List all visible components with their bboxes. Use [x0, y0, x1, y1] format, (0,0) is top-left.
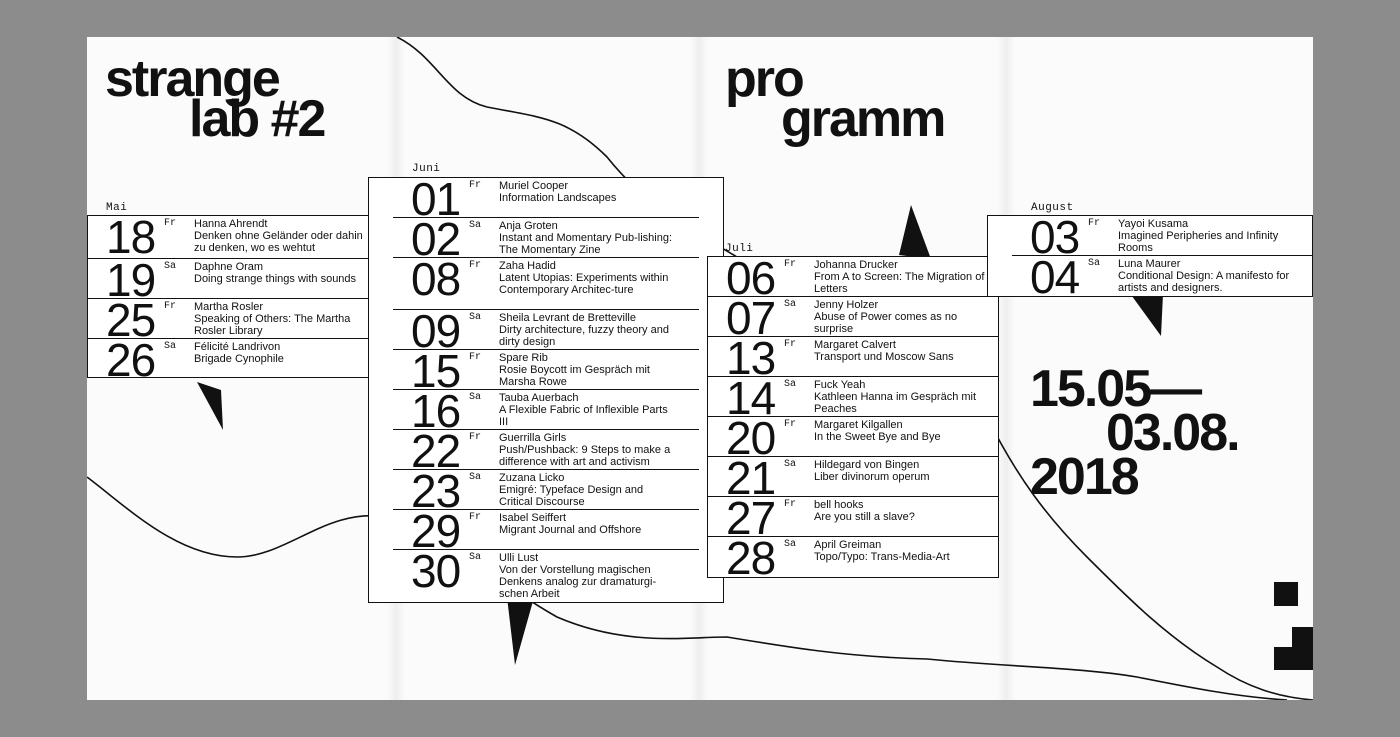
event-title: Emigré: Typeface Design and Critical Discourse — [499, 484, 644, 508]
event-day: 04 — [1030, 251, 1080, 303]
month-label-august: August — [1031, 202, 1074, 214]
schedule-box-juni — [368, 173, 724, 603]
event-name: Zuzana Licko — [499, 472, 565, 484]
month-label-juli: Juli — [725, 243, 754, 255]
event-weekday: Fr — [784, 259, 797, 270]
event-name: Daphne Oram — [194, 261, 264, 273]
event-weekday: Sa — [784, 539, 797, 550]
date-range — [1030, 360, 1239, 506]
event-weekday: Fr — [784, 419, 797, 430]
event-weekday: Sa — [784, 379, 797, 390]
event-title: Latent Utopias: Experiments within Contemporary Architec-ture — [499, 272, 669, 296]
event-title: Doing strange things with sounds — [194, 273, 357, 285]
date-range-line2: 03.08. — [1106, 404, 1239, 462]
corner-shape-cut — [1274, 627, 1292, 647]
event-weekday: Fr — [164, 218, 177, 229]
event-name: Margaret Calvert — [814, 339, 896, 351]
event-title: Abuse of Power comes as no surprise — [814, 311, 958, 335]
triangle-shape — [499, 597, 535, 667]
event-weekday: Fr — [469, 180, 482, 191]
event-weekday: Sa — [469, 552, 482, 563]
event-name: Luna Maurer — [1118, 258, 1181, 270]
square-shape — [1274, 582, 1298, 606]
month-label-mai: Mai — [106, 202, 128, 214]
event-name: Margaret Kilgallen — [814, 419, 903, 431]
heading-right-line1: pro — [725, 50, 803, 108]
event-day: 20 — [726, 412, 776, 464]
event-weekday: Sa — [469, 472, 482, 483]
event-title: Von der Vorstellung magischen Denkens analog zur dramaturgi-schen Arbeit — [499, 564, 657, 600]
event-row — [1012, 211, 1312, 263]
event-row — [88, 334, 388, 386]
event-weekday: Fr — [469, 352, 482, 363]
event-weekday: Sa — [1088, 258, 1101, 269]
event-name: Sheila Levrant de Bretteville — [499, 312, 636, 324]
event-title: Topo/Typo: Trans-Media-Art — [814, 551, 950, 563]
event-day: 06 — [726, 252, 776, 304]
event-row — [393, 505, 699, 557]
event-day: 29 — [411, 505, 461, 557]
event-name: Félicité Landrivon — [194, 341, 281, 353]
triangle-shape — [1129, 292, 1165, 338]
event-row — [88, 294, 388, 346]
event-day: 22 — [411, 425, 461, 477]
event-title: Instant and Momentary Pub-lishing: The Momentary Zine — [499, 232, 673, 256]
event-row — [708, 292, 998, 344]
event-row — [393, 213, 699, 265]
event-name: Martha Rosler — [194, 301, 264, 313]
event-row — [393, 545, 699, 602]
event-title: In the Sweet Bye and Bye — [814, 431, 941, 443]
event-row — [88, 211, 388, 263]
event-name: Tauba Auerbach — [499, 392, 579, 404]
event-row — [1012, 251, 1312, 303]
triangle-shape — [899, 205, 933, 261]
event-weekday: Fr — [784, 499, 797, 510]
date-range-line1: 15.05— — [1030, 360, 1201, 418]
event-weekday: Sa — [784, 299, 797, 310]
event-name: Hanna Ahrendt — [194, 218, 268, 230]
event-weekday: Sa — [469, 312, 482, 323]
event-title: Rosie Boycott im Gespräch mit Marsha Rowe — [499, 364, 650, 388]
event-day: 28 — [726, 532, 776, 584]
event-name: Guerrilla Girls — [499, 432, 567, 444]
event-row — [708, 532, 998, 584]
event-day: 09 — [411, 305, 461, 357]
triangle-shape — [197, 382, 227, 432]
event-title: Migrant Journal and Offshore — [499, 524, 642, 536]
event-weekday: Fr — [784, 339, 797, 350]
event-title: Kathleen Hanna im Gespräch mit Peaches — [814, 391, 977, 415]
event-row — [708, 332, 998, 384]
event-name: Fuck Yeah — [814, 379, 866, 391]
event-row — [708, 372, 998, 424]
event-title: Dirty architecture, fuzzy theory and dirty design — [499, 324, 669, 348]
event-title: Imagined Peripheries and Infinity Rooms — [1118, 230, 1279, 254]
heading-left — [105, 50, 325, 148]
event-day: 13 — [726, 332, 776, 384]
heading-right-line2: gramm — [781, 90, 945, 148]
event-name: Isabel Seiffert — [499, 512, 567, 524]
event-row — [393, 173, 699, 225]
event-day: 08 — [411, 253, 461, 305]
event-day: 21 — [726, 452, 776, 504]
event-name: Hildegard von Bingen — [814, 459, 920, 471]
event-day: 25 — [106, 294, 156, 346]
heading-right — [725, 50, 945, 148]
event-title: Denken ohne Geländer oder dahin zu denken, wo es wehtut — [194, 230, 363, 254]
poster-spread — [87, 37, 1313, 700]
event-name: Anja Groten — [499, 220, 558, 232]
event-row — [393, 465, 699, 517]
event-day: 07 — [726, 292, 776, 344]
event-row — [393, 425, 699, 477]
event-day: 01 — [411, 173, 461, 225]
event-weekday: Sa — [164, 341, 177, 352]
event-weekday: Sa — [164, 261, 177, 272]
event-day: 18 — [106, 211, 156, 263]
event-row — [708, 412, 998, 464]
event-title: Conditional Design: A manifesto for artists and designers. — [1118, 270, 1290, 294]
schedule-box-juli — [707, 252, 999, 584]
event-title: From A to Screen: The Migration of Letters — [814, 271, 985, 295]
event-title: Liber divinorum operum — [814, 471, 930, 483]
schedule-box-august — [987, 211, 1313, 303]
event-day: 30 — [411, 545, 461, 597]
heading-left-line1: strange — [105, 50, 279, 108]
event-row — [708, 252, 998, 304]
event-weekday: Fr — [164, 301, 177, 312]
event-title: Are you still a slave? — [814, 511, 915, 523]
event-title: Brigade Cynophile — [194, 353, 284, 365]
event-weekday: Sa — [469, 220, 482, 231]
event-weekday: Fr — [469, 432, 482, 443]
event-row — [393, 253, 699, 310]
schedule-box-mai — [87, 211, 389, 386]
event-title: Push/Pushback: 9 Steps to make a difference with art and activism — [499, 444, 671, 468]
event-name: Spare Rib — [499, 352, 548, 364]
event-name: Johanna Drucker — [814, 259, 898, 271]
event-row — [708, 452, 998, 504]
event-day: 02 — [411, 213, 461, 265]
event-row — [393, 385, 699, 437]
event-weekday: Fr — [469, 260, 482, 271]
month-label-juni: Juni — [412, 163, 441, 175]
event-name: Yayoi Kusama — [1118, 218, 1189, 230]
event-name: Ulli Lust — [499, 552, 539, 564]
event-name: Jenny Holzer — [814, 299, 879, 311]
event-weekday: Fr — [1088, 218, 1101, 229]
event-title: Transport und Moscow Sans — [814, 351, 954, 363]
event-row — [393, 345, 699, 397]
event-name: April Greiman — [814, 539, 882, 551]
event-weekday: Sa — [784, 459, 797, 470]
event-row — [393, 305, 699, 357]
date-range-line3: 2018 — [1030, 448, 1138, 506]
event-day: 23 — [411, 465, 461, 517]
event-name: Muriel Cooper — [499, 180, 569, 192]
event-title: Information Landscapes — [499, 192, 617, 204]
heading-left-line2: lab #2 — [189, 90, 325, 148]
event-name: Zaha Hadid — [499, 260, 556, 272]
event-title: A Flexible Fabric of Inflexible Parts III — [499, 404, 668, 428]
event-day: 03 — [1030, 211, 1080, 263]
event-row — [88, 254, 388, 306]
event-day: 19 — [106, 254, 156, 306]
event-name: bell hooks — [814, 499, 864, 511]
event-day: 26 — [106, 334, 156, 386]
event-day: 16 — [411, 385, 461, 437]
event-day: 27 — [726, 492, 776, 544]
event-row — [708, 492, 998, 544]
event-weekday: Fr — [469, 512, 482, 523]
event-day: 14 — [726, 372, 776, 424]
event-day: 15 — [411, 345, 461, 397]
event-weekday: Sa — [469, 392, 482, 403]
event-title: Speaking of Others: The Martha Rosler Library — [194, 313, 351, 337]
